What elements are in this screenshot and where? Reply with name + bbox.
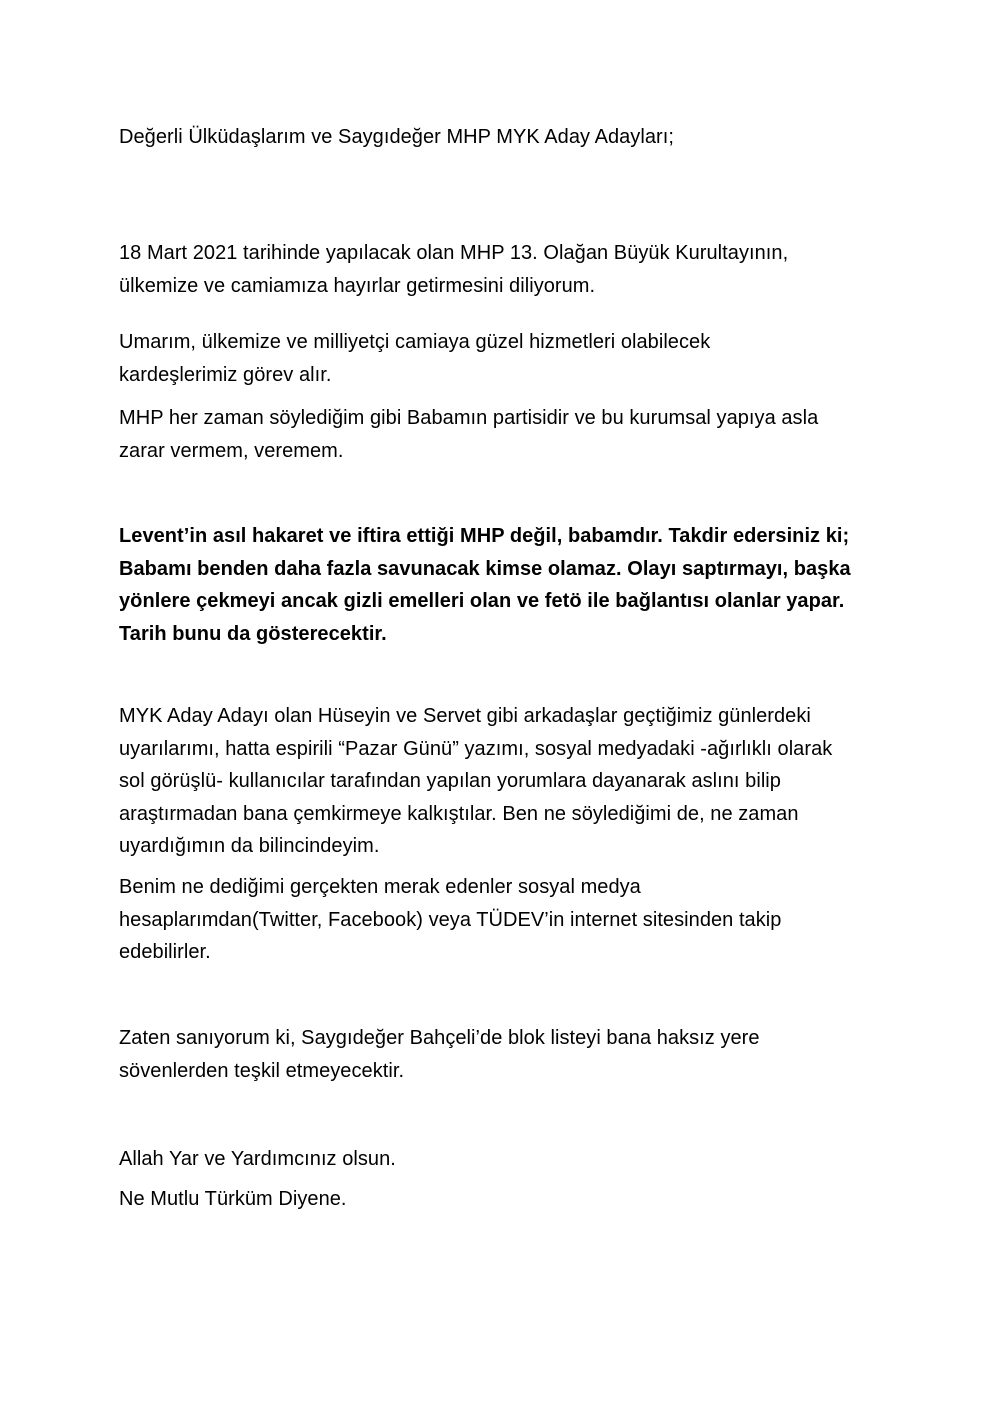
- paragraph-line: Tarih bunu da gösterecektir.: [119, 622, 387, 645]
- paragraph-mhp: [119, 402, 899, 467]
- paragraph-kurultay: [119, 237, 899, 302]
- paragraph-line: ülkemize ve camiamıza hayırlar getirmesini diliyorum.: [119, 274, 596, 297]
- closing-motto: [119, 1183, 899, 1216]
- greeting: [119, 121, 899, 154]
- paragraph-line: 18 Mart 2021 tarihinde yapılacak olan MHP 13. Olağan Büyük Kurultayının,: [119, 242, 789, 264]
- paragraph-line: MHP her zaman söylediğim gibi Babamın partisidir ve bu kurumsal yapıya asla: [119, 407, 819, 429]
- paragraph-bold-statement: [119, 520, 899, 650]
- paragraph-line: araştırmadan bana çemkirmeye kalkıştılar. Ben ne söylediğimi de, ne zaman: [119, 802, 799, 825]
- paragraph-myk: [119, 700, 899, 863]
- paragraph-social-media: [119, 871, 899, 969]
- closing-line: Ne Mutlu Türküm Diyene.: [119, 1188, 347, 1210]
- paragraph-line: sol görüşlü- kullanıcılar tarafından yapılan yorumlara dayanarak aslını bilip: [119, 770, 781, 792]
- paragraph-bahceli: [119, 1022, 899, 1087]
- paragraph-line: kardeşlerimiz görev alır.: [119, 363, 332, 386]
- paragraph-line: MYK Aday Adayı olan Hüseyin ve Servet gibi arkadaşlar geçtiğimiz günlerdeki: [119, 705, 811, 727]
- paragraph-line: Babamı benden daha fazla savunacak kimse olamaz. Olayı saptırmayı, başka: [119, 557, 851, 580]
- closing-prayer: [119, 1143, 899, 1176]
- paragraph-line: uyardığımın da bilincindeyim.: [119, 835, 380, 857]
- paragraph-line: edebilirler.: [119, 941, 211, 963]
- paragraph-line: uyarılarımı, hatta espirili “Pazar Günü” yazımı, sosyal medyadaki -ağırlıklı olarak: [119, 737, 833, 760]
- paragraph-line: zarar vermem, veremem.: [119, 439, 344, 462]
- paragraph-line: Zaten sanıyorum ki, Saygıdeğer Bahçeli’de blok listeyi bana haksız yere: [119, 1027, 760, 1049]
- paragraph-line: Levent’in asıl hakaret ve iftira ettiği MHP değil, babamdır. Takdir edersiniz ki;: [119, 525, 850, 547]
- paragraph-umarim: [119, 326, 899, 391]
- paragraph-line: yönlere çekmeyi ancak gizli emelleri olan ve fetö ile bağlantısı olanlar yapar.: [119, 590, 845, 612]
- paragraph-line: sövenlerden teşkil etmeyecektir.: [119, 1059, 405, 1082]
- paragraph-line: Umarım, ülkemize ve milliyetçi camiaya güzel hizmetleri olabilecek: [119, 331, 711, 353]
- closing-line: Allah Yar ve Yardımcınız olsun.: [119, 1148, 396, 1170]
- paragraph-line: hesaplarımdan(Twitter, Facebook) veya TÜDEV’in internet sitesinden takip: [119, 908, 782, 931]
- paragraph-line: Benim ne dediğimi gerçekten merak edenler sosyal medya: [119, 876, 641, 898]
- greeting-line: Değerli Ülküdaşlarım ve Saygıdeğer MHP MYK Aday Adayları;: [119, 126, 674, 148]
